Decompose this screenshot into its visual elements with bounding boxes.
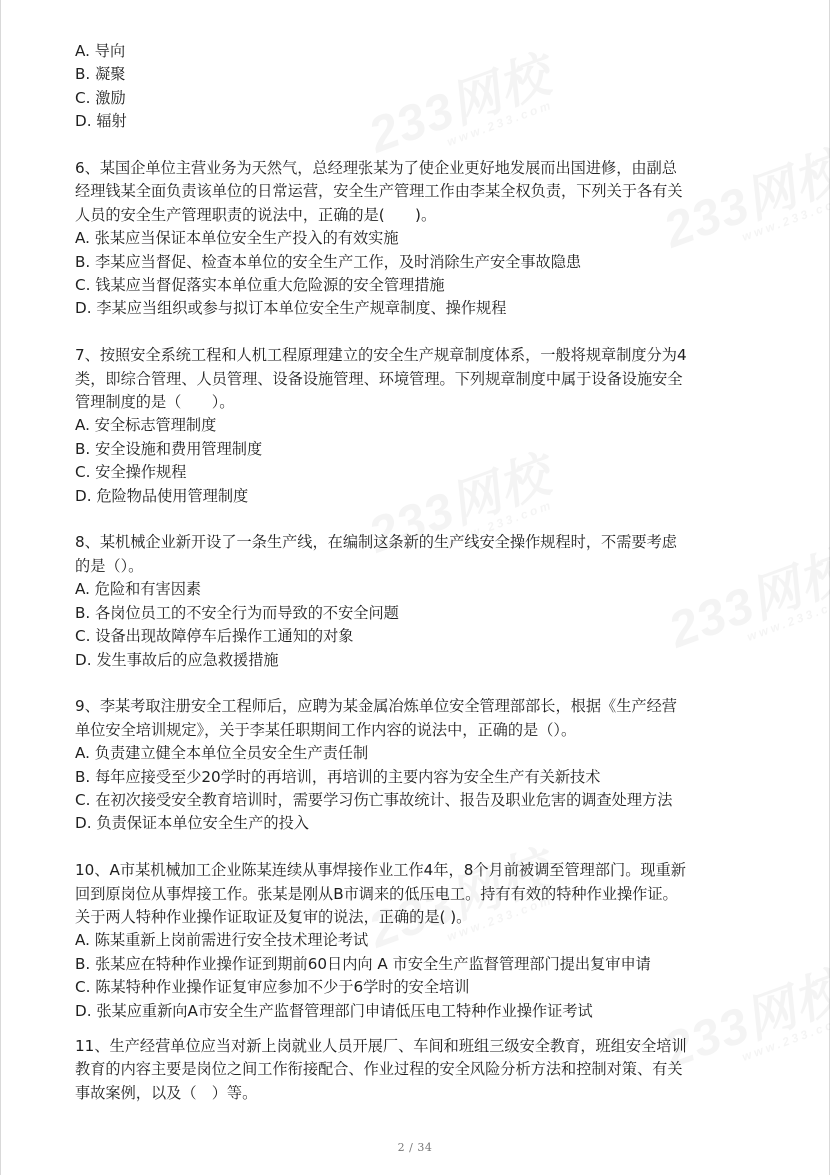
option-b: B. 李某应当督促、检查本单位的安全生产工作，及时消除生产安全事故隐患: [75, 252, 582, 271]
question-text-line: 类，即综合管理、人员管理、设备设施管理、环境管理。下列规章制度中属于设备设施安全: [75, 369, 683, 388]
option-d: D. 辐射: [75, 112, 127, 131]
question-text-line: 6、某国企单位主营业务为天然气，总经理张某为了使企业更好地发展而出国进修，由副总: [75, 159, 677, 178]
options-group-q5: [75, 40, 775, 134]
option-c: C. 在初次接受安全教育培训时，需要学习伤亡事故统计、报告及职业危害的调查处理方法: [75, 790, 673, 809]
option-a: A. 张某应当保证本单位安全生产投入的有效实施: [75, 229, 399, 248]
question-text-line: 10、A市某机械加工企业陈某连续从事焊接作业工作4年，8个月前被调至管理部门。现重新: [75, 861, 686, 880]
question-11: [75, 1035, 775, 1105]
option-a: A. 危险和有害因素: [75, 580, 202, 599]
option-a: A. 陈某重新上岗前需进行安全技术理论考试: [75, 931, 369, 950]
document-body: [75, 40, 775, 1105]
question-text-line: 经理钱某全面负责该单位的日常运营，安全生产管理工作由李某全权负责，下列关于各有关: [75, 182, 683, 201]
question-text-line: 9、李某考取注册安全工程师后，应聘为某金属冶炼单位安全管理部部长，根据《生产经营: [75, 697, 677, 716]
question-text-line: 回到原岗位从事焊接工作。张某是刚从B市调来的低压电工。持有有效的特种作业操作证。: [75, 884, 678, 903]
question-7: [75, 344, 775, 508]
option-c: C. 激励: [75, 88, 126, 107]
option-a: A. 安全标志管理制度: [75, 416, 217, 435]
option-c: C. 钱某应当督促落实本单位重大危险源的安全管理措施: [75, 276, 445, 295]
question-text-line: 教育的内容主要是岗位之间工作衔接配合、作业过程的安全风险分析方法和控制对策、有关: [75, 1060, 683, 1079]
question-10: [75, 859, 775, 1023]
option-b: B. 安全设施和费用管理制度: [75, 439, 263, 458]
question-text-line: 人员的安全生产管理职责的说法中，正确的是( )。: [75, 205, 437, 224]
option-b: B. 每年应接受至少20学时的再培训，再培训的主要内容为安全生产有关新技术: [75, 767, 601, 786]
option-c: C. 设备出现故障停车后操作工通知的对象: [75, 627, 354, 646]
question-6: [75, 157, 775, 321]
question-8: [75, 531, 775, 671]
option-d: D. 张某应重新向A市安全生产监督管理部门申请低压电工特种作业操作证考试: [75, 1001, 593, 1020]
option-c: C. 安全操作规程: [75, 463, 187, 482]
question-text-line: 11、生产经营单位应当对新上岗就业人员开展厂、车间和班组三级安全教育，班组安全培训: [75, 1036, 687, 1055]
option-d: D. 李某应当组织或参与拟订本单位安全生产规章制度、操作规程: [75, 299, 507, 318]
option-a: A. 导向: [75, 42, 126, 60]
option-a: A. 负责建立健全本单位全员安全生产责任制: [75, 744, 369, 763]
question-text-line: 7、按照安全系统工程和人机工程原理建立的安全生产规章制度体系，一般将规章制度分为4: [75, 346, 687, 365]
question-text-line: 的是（）。: [75, 556, 144, 575]
question-text-line: 单位安全培训规定》，关于李某任职期间工作内容的说法中，正确的是（）。: [75, 720, 577, 739]
option-d: D. 危险物品使用管理制度: [75, 486, 249, 505]
option-b: B. 各岗位员工的不安全行为而导致的不安全问题: [75, 603, 399, 622]
question-text-line: 事故案例，以及（ ）等。: [75, 1083, 258, 1102]
question-text-line: 管理制度的是（ ）。: [75, 393, 235, 412]
page-left-border: [0, 0, 1, 1175]
question-text-line: 关于两人特种作业操作证取证及复审的说法，正确的是( )。: [75, 907, 472, 926]
option-b: B. 凝聚: [75, 65, 126, 84]
question-text-line: 8、某机械企业新开设了一条生产线，在编制这条新的生产线安全操作规程时，不需要考虑: [75, 533, 677, 552]
option-d: D. 负责保证本单位安全生产的投入: [75, 814, 309, 833]
option-b: B. 张某应在特种作业操作证到期前60日内向 A 市安全生产监督管理部门提出复审申请: [75, 954, 651, 973]
option-d: D. 发生事故后的应急救援措施: [75, 650, 279, 669]
question-9: [75, 695, 775, 835]
page-number: 2 / 34: [397, 1141, 433, 1154]
option-c: C. 陈某特种作业操作证复审应参加不少于6学时的安全培训: [75, 978, 470, 997]
